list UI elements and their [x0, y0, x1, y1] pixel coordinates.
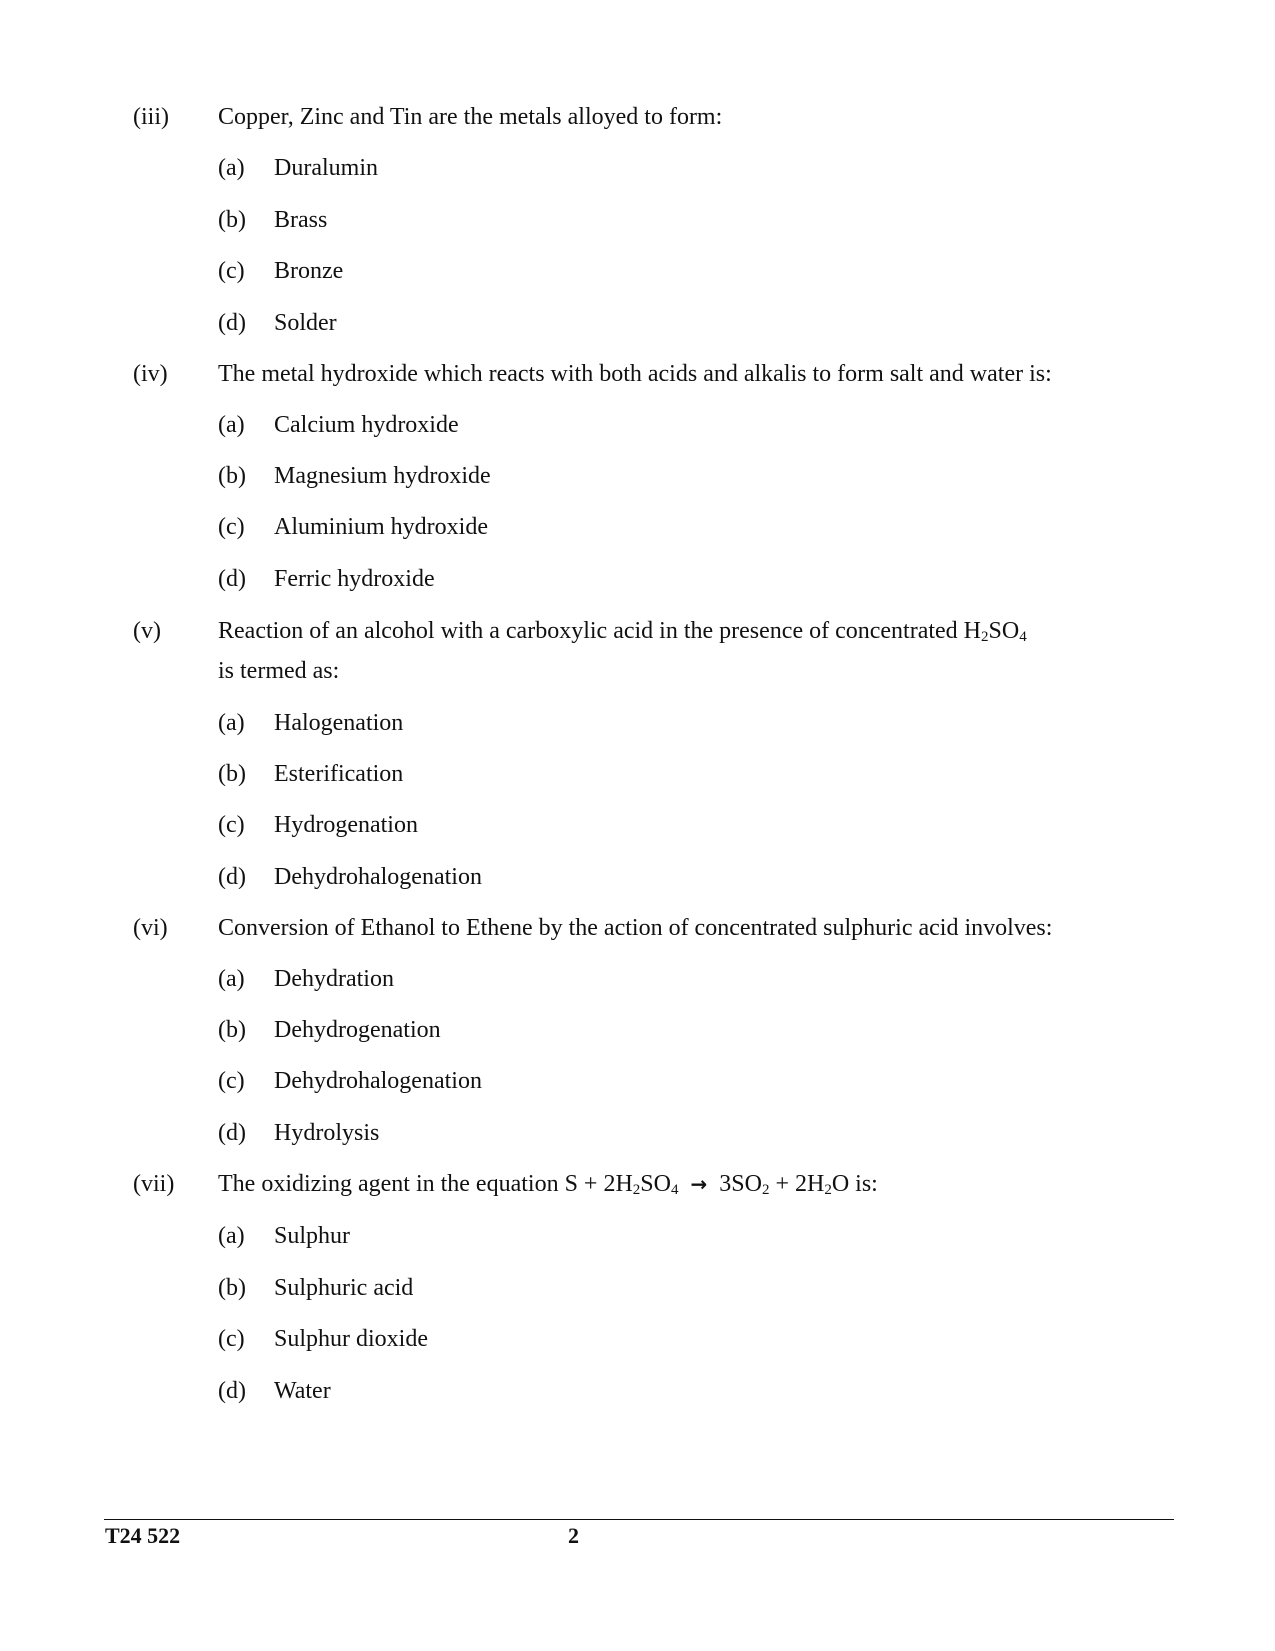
- option-text: Halogenation: [274, 710, 404, 736]
- option-text: Esterification: [274, 761, 404, 787]
- question-number: (iii): [133, 104, 169, 130]
- option-label: (c): [218, 514, 245, 540]
- equation-part: The oxidizing agent in the equation S + 2H: [218, 1171, 633, 1197]
- option-label: (b): [218, 463, 246, 489]
- option-text: Solder: [274, 310, 337, 336]
- option-label: (c): [218, 1326, 245, 1352]
- subscript: 2: [632, 1182, 641, 1198]
- equation-part: O is:: [831, 1171, 878, 1197]
- subscript: 2: [981, 629, 989, 645]
- question-text-line-2: is termed as:: [218, 658, 340, 684]
- option-label: (c): [218, 812, 245, 838]
- option-text: Hydrolysis: [274, 1120, 380, 1146]
- option-text: Aluminium hydroxide: [274, 514, 488, 540]
- question-number: (vii): [133, 1171, 175, 1197]
- option-text: Magnesium hydroxide: [274, 463, 491, 489]
- paper-code: T24 522: [105, 1523, 181, 1548]
- option-text: Sulphur dioxide: [274, 1326, 428, 1352]
- formula-text: SO: [988, 618, 1020, 644]
- reaction-arrow-icon: →: [690, 1172, 708, 1196]
- option-label: (b): [218, 761, 246, 787]
- question-number: (vi): [133, 915, 168, 941]
- subscript: 4: [670, 1182, 679, 1198]
- subscript: 4: [1019, 629, 1027, 645]
- option-label: (d): [218, 566, 246, 592]
- option-label: (a): [218, 155, 245, 181]
- option-text: Dehydration: [274, 966, 394, 992]
- question-text: Copper, Zinc and Tin are the metals alloyed to form:: [218, 104, 723, 130]
- option-label: (d): [218, 1120, 246, 1146]
- option-label: (d): [218, 310, 246, 336]
- option-text: Duralumin: [274, 155, 378, 181]
- option-text: Hydrogenation: [274, 812, 418, 838]
- page-number: 2: [568, 1523, 579, 1548]
- question-text: Conversion of Ethanol to Ethene by the action of concentrated sulphuric acid involves:: [218, 915, 1053, 941]
- equation-part: + 2H: [769, 1171, 825, 1197]
- option-label: (c): [218, 258, 245, 284]
- option-text: Dehydrohalogenation: [274, 1068, 482, 1094]
- option-text: Sulphur: [274, 1223, 351, 1249]
- question-text: Reaction of an alcohol with a carboxylic acid in the presence of concentrated H: [218, 618, 982, 644]
- question-equation: [218, 1169, 878, 1199]
- option-label: (d): [218, 864, 246, 890]
- option-label: (a): [218, 412, 245, 438]
- option-text: Water: [274, 1378, 331, 1404]
- question-number: (v): [133, 618, 161, 644]
- option-label: (a): [218, 1223, 245, 1249]
- subscript: 2: [824, 1182, 832, 1198]
- footer-divider: [104, 1519, 1174, 1520]
- option-text: Bronze: [274, 258, 344, 284]
- option-text: Calcium hydroxide: [274, 412, 459, 438]
- equation-part: 3SO: [719, 1171, 762, 1197]
- option-label: (b): [218, 1275, 246, 1301]
- option-label: (a): [218, 710, 245, 736]
- question-number: (iv): [133, 361, 168, 387]
- option-label: (d): [218, 1378, 246, 1404]
- option-label: (c): [218, 1068, 245, 1094]
- option-text: Dehydrohalogenation: [274, 864, 482, 890]
- option-text: Brass: [274, 207, 328, 233]
- option-label: (b): [218, 1017, 246, 1043]
- subscript: 2: [761, 1182, 770, 1198]
- option-text: Dehydrogenation: [274, 1017, 441, 1043]
- equation-part: SO: [640, 1171, 671, 1197]
- question-text: The metal hydroxide which reacts with both acids and alkalis to form salt and water is:: [218, 361, 1052, 387]
- option-label: (a): [218, 966, 245, 992]
- question-text-line-1: [218, 616, 1027, 646]
- option-text: Sulphuric acid: [274, 1275, 414, 1301]
- option-text: Ferric hydroxide: [274, 566, 435, 592]
- option-label: (b): [218, 207, 246, 233]
